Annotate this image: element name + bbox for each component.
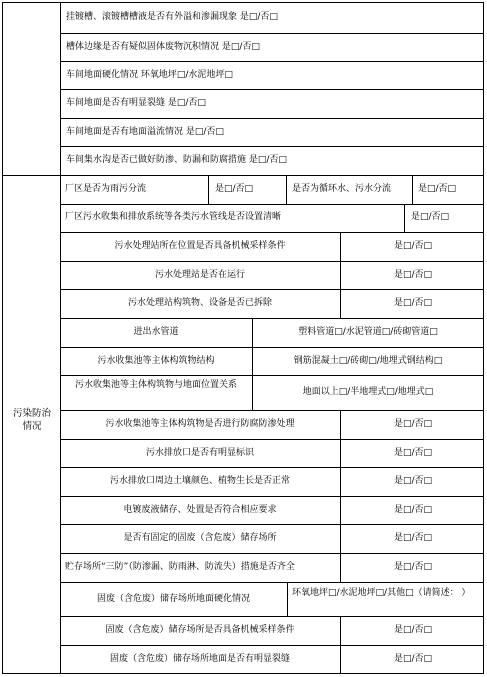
label-column-divider — [60, 2, 61, 674]
outlet-soil-question: 污水排放口周边土壤颜色、植物生长是否正常 — [109, 476, 290, 486]
storage-floor-answer: 环氧地坪□/水泥地坪□/其他□（请简述： ） — [292, 588, 471, 598]
anti-corrosion-question: 污水收集池等主体构筑物是否进行防腐防渗处理 — [105, 419, 295, 429]
col-line — [208, 175, 209, 204]
station-dismantled-answer: 是□/否□ — [394, 298, 433, 308]
circulating-water-separation-question: 是否为循环水、污水分流 — [292, 184, 392, 194]
outlet-sign-answer: 是□/否□ — [394, 448, 433, 458]
plating-tank-overflow-item: 挂镀槽、滚镀槽槽液是否有外溢和渗漏现象 是□/否□ — [66, 12, 278, 22]
inlet-outlet-pipe-answer: 塑料管道□/水泥管道□/砖砌管道□ — [298, 327, 438, 337]
sampling-condition-question: 污水处理站所在位置是否具备机械采样条件 — [114, 241, 286, 251]
col-line — [340, 410, 341, 582]
floor-crack-item: 车间地面是否有明显裂缝 是□/否□ — [66, 98, 206, 108]
storage-floor-question: 固废（含危废）储存场所地面硬化情况 — [96, 594, 250, 604]
row-line — [60, 582, 484, 583]
row-line — [60, 289, 484, 290]
col-line — [412, 175, 413, 204]
storage-sampling-question: 固废（含危废）储存场所是否具备机械采样条件 — [105, 625, 295, 635]
row-line — [60, 439, 484, 440]
col-line — [287, 582, 288, 616]
sampling-condition-answer: 是□/否□ — [394, 241, 433, 251]
row-line — [60, 261, 484, 262]
tank-edge-waste-item: 槽体边缘是否有疑似固体废物沉积情况 是□/否□ — [66, 42, 260, 52]
border-right — [483, 2, 484, 674]
row-line — [60, 118, 484, 119]
row-line — [60, 89, 484, 90]
col-line — [404, 204, 405, 232]
outlet-soil-answer: 是□/否□ — [394, 476, 433, 486]
tank-structure-answer: 钢筋混凝土□/砖砌□/地埋式钢结构□ — [293, 356, 443, 366]
waste-liquid-question: 电镀废液储存、处置是否符合相应要求 — [123, 505, 277, 515]
row-line — [60, 524, 484, 525]
storage-crack-question: 固废（含危废）储存场所地面是否有明显裂缝 — [109, 654, 290, 664]
outlet-sign-question: 污水排放口是否有明显标识 — [145, 448, 254, 458]
storage-crack-answer: 是□/否□ — [394, 654, 433, 664]
row-line — [60, 467, 484, 468]
tank-ground-relation-answer: 地面以上□/半地埋式□/地埋式□ — [302, 387, 434, 397]
circulating-water-separation-answer: 是□/否□ — [418, 184, 457, 194]
station-dismantled-question: 污水处理站构筑物、设备是否已拆除 — [127, 298, 272, 308]
row-line — [60, 146, 484, 147]
col-line — [286, 175, 287, 204]
row-line — [60, 318, 484, 319]
storage-sampling-answer: 是□/否□ — [394, 625, 433, 635]
row-line — [60, 496, 484, 497]
section-label: 污染防治 情况 — [12, 408, 51, 432]
fixed-storage-question: 是否有固定的固废（含危废）储存场所 — [123, 533, 277, 543]
row-line — [60, 410, 484, 411]
anti-corrosion-answer: 是□/否□ — [394, 419, 433, 429]
pipeline-clarity-question: 厂区污水收集和排放系统等各类污水管线是否设置清晰 — [65, 212, 282, 222]
row-line — [60, 33, 484, 34]
floor-hardening-item: 车间地面硬化情况 环氧地坪□/水泥地坪□ — [66, 70, 233, 80]
col-line — [340, 616, 341, 674]
drain-ditch-item: 车间集水沟是否已做好防渗、防漏和防腐措施 是□/否□ — [66, 155, 287, 165]
tank-structure-question: 污水收集池等主体构筑物结构 — [97, 356, 215, 366]
row-line — [60, 232, 484, 233]
tank-ground-relation-question: 污水收集池等主体构筑物与地面位置关系 — [74, 380, 237, 390]
row-line — [60, 204, 484, 205]
rain-sewage-separation-question: 厂区是否为雨污分流 — [65, 184, 147, 194]
row-line — [60, 347, 484, 348]
three-prevention-answer: 是□/否□ — [394, 562, 433, 572]
border-bottom — [2, 673, 484, 674]
border-left — [2, 2, 3, 674]
row-line — [60, 616, 484, 617]
border-top — [2, 2, 484, 3]
rain-sewage-separation-answer: 是□/否□ — [215, 184, 254, 194]
three-prevention-question: 贮存场所“三防”（防渗漏、防雨淋、防流失）措施是否齐全 — [65, 562, 295, 572]
row-line — [60, 375, 484, 376]
row-line — [60, 645, 484, 646]
pipeline-clarity-answer: 是□/否□ — [411, 212, 450, 222]
fixed-storage-answer: 是□/否□ — [394, 533, 433, 543]
row-line — [60, 553, 484, 554]
row-line — [60, 61, 484, 62]
station-running-answer: 是□/否□ — [394, 270, 433, 280]
form-table — [2, 2, 484, 674]
col-line — [340, 232, 341, 318]
floor-overflow-item: 车间地面是否有地面溢流情况 是□/否□ — [66, 127, 224, 137]
inlet-outlet-pipe-question: 进出水管道 — [133, 327, 179, 337]
waste-liquid-answer: 是□/否□ — [394, 505, 433, 515]
station-running-question: 污水处理站是否在运行 — [154, 270, 245, 280]
